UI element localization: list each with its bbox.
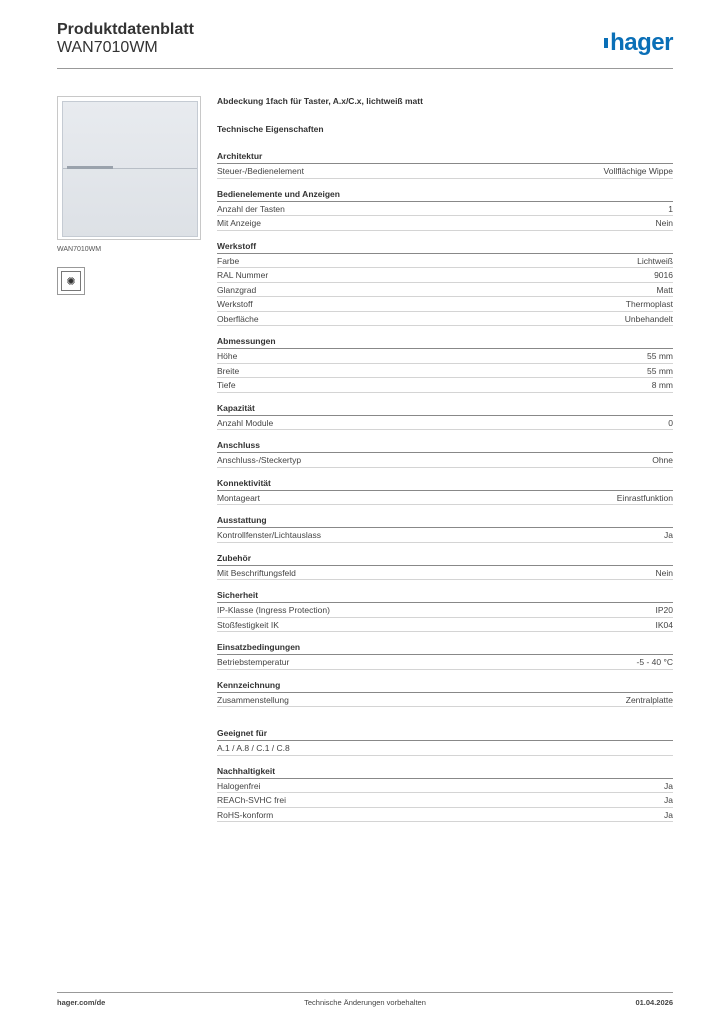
property-row: [217, 453, 673, 468]
section-title: Bedienelemente und Anzeigen: [217, 188, 673, 202]
property-label: RoHS-konform: [217, 809, 274, 820]
property-value: Zentralplatte: [625, 694, 673, 705]
section-title: Abmessungen: [217, 335, 673, 349]
section: [217, 477, 673, 506]
property-label: REACh-SVHC frei: [217, 795, 286, 805]
property-row: [217, 416, 673, 431]
property-row: [217, 378, 673, 393]
extra-sections: [217, 727, 673, 822]
property-row: [217, 202, 673, 217]
property-label: Mit Beschriftungsfeld: [217, 567, 296, 578]
section-title: Ausstattung: [217, 514, 673, 528]
property-value: 55 mm: [647, 365, 673, 376]
property-label: Mit Anzeige: [217, 218, 261, 228]
product-description: Abdeckung 1fach für Taster, A.x/C.x, lichtweiß matt: [217, 96, 423, 106]
product-image-column: [57, 96, 201, 295]
property-label: Werkstoff: [217, 299, 253, 309]
property-label: Montageart: [217, 492, 260, 503]
image-caption: WAN7010WM: [57, 246, 102, 253]
property-label: Kontrollfenster/Lichtauslass: [217, 530, 321, 540]
property-row: [217, 528, 673, 543]
property-value: Ohne: [652, 455, 673, 465]
property-row: [217, 779, 673, 794]
property-value: Thermoplast: [625, 299, 673, 309]
property-row: [217, 216, 673, 231]
product-image: [57, 96, 201, 240]
page-header: [57, 21, 673, 69]
section-title: Nachhaltigkeit: [217, 765, 673, 779]
section: [217, 240, 673, 327]
property-value: 9016: [654, 270, 673, 280]
section: [217, 335, 673, 393]
property-row: [217, 793, 673, 808]
property-label: Anschluss-/Steckertyp: [217, 455, 302, 465]
section-title: Zubehör: [217, 552, 673, 566]
property-value: Einrastfunktion: [616, 492, 673, 503]
footer-date: 01.04.2026: [635, 998, 673, 1007]
property-row: [217, 655, 673, 670]
property-label: Höhe: [217, 351, 238, 361]
property-row: [217, 349, 673, 364]
property-label: Betriebstemperatur: [217, 657, 290, 667]
property-value: 55 mm: [647, 351, 673, 361]
footer-divider: [57, 992, 673, 993]
property-value: Vollflächige Wippe: [603, 166, 673, 176]
property-label: Farbe: [217, 255, 240, 266]
property-row: [217, 566, 673, 581]
property-label: Halogenfrei: [217, 780, 261, 791]
datasheet-content: [217, 96, 673, 831]
property-label: Oberfläche: [217, 313, 259, 324]
property-value: IP20: [655, 605, 673, 615]
section: [217, 188, 673, 231]
property-value: Matt: [656, 284, 673, 295]
properties-title: Technische Eigenschaften: [217, 124, 324, 134]
property-row: [217, 618, 673, 633]
section-title: Konnektivität: [217, 477, 673, 491]
property-value: Ja: [664, 530, 673, 540]
property-label: Anzahl Module: [217, 417, 274, 428]
section: [217, 679, 673, 708]
product-code: WAN7010WM: [57, 39, 158, 56]
hager-logo: hager: [604, 29, 673, 57]
section-title: Anschluss: [217, 439, 673, 453]
section-title: Kapazität: [217, 402, 673, 416]
header-divider: [57, 68, 673, 69]
page-title: Produktdatenblatt: [57, 21, 194, 38]
property-value: Lichtweiß: [637, 255, 673, 266]
property-value: Unbehandelt: [624, 313, 673, 324]
property-row: [217, 164, 673, 179]
section: [217, 514, 673, 543]
property-sections: [217, 150, 673, 707]
property-value: -5 - 40 °C: [636, 657, 673, 667]
property-row: [217, 312, 673, 327]
property-value: 0: [668, 417, 673, 428]
section: [217, 150, 673, 179]
property-row: [217, 254, 673, 269]
footer-website: hager.com/de: [57, 998, 106, 1007]
section: [217, 589, 673, 632]
property-label: RAL Nummer: [217, 270, 269, 280]
property-label: Anzahl der Tasten: [217, 203, 285, 214]
section: [217, 765, 673, 823]
property-row: [217, 808, 673, 823]
property-label: Glanzgrad: [217, 284, 257, 295]
section: [217, 402, 673, 431]
property-row: [217, 491, 673, 506]
cover-plate-icon: [62, 101, 198, 237]
property-label: Breite: [217, 365, 240, 376]
section-title: Kennzeichnung: [217, 679, 673, 693]
section-title: Sicherheit: [217, 589, 673, 603]
property-value: 8 mm: [651, 380, 673, 390]
property-label: Steuer-/Bedienelement: [217, 166, 304, 176]
property-row: [217, 297, 673, 312]
section: [217, 641, 673, 670]
property-value: Ja: [664, 795, 673, 805]
property-row: [217, 283, 673, 298]
property-value: IK04: [655, 619, 673, 630]
property-row: [217, 603, 673, 618]
section-title: Einsatzbedingungen: [217, 641, 673, 655]
property-label: Stoßfestigkeit IK: [217, 619, 279, 630]
section-title: Architektur: [217, 150, 673, 164]
property-row: [217, 741, 673, 756]
property-value: 1: [668, 203, 673, 214]
property-value: Nein: [655, 567, 673, 578]
footer-note: Technische Änderungen vorbehalten: [304, 998, 426, 1007]
section-title: Werkstoff: [217, 240, 673, 254]
section: [217, 552, 673, 581]
property-label: IP-Klasse (Ingress Protection): [217, 605, 330, 615]
section: [217, 439, 673, 468]
property-value: Ja: [664, 809, 673, 820]
light-symbol-icon: ✺: [57, 267, 85, 295]
property-label: Zusammenstellung: [217, 694, 289, 705]
property-row: [217, 364, 673, 379]
property-label: Tiefe: [217, 380, 236, 390]
property-value: Ja: [664, 780, 673, 791]
section-title: Geeignet für: [217, 727, 673, 741]
section: [217, 727, 673, 756]
property-value: Nein: [655, 218, 673, 228]
property-row: [217, 693, 673, 708]
logo-mark-icon: [604, 38, 608, 48]
property-label: A.1 / A.8 / C.1 / C.8: [217, 743, 290, 753]
property-row: [217, 268, 673, 283]
